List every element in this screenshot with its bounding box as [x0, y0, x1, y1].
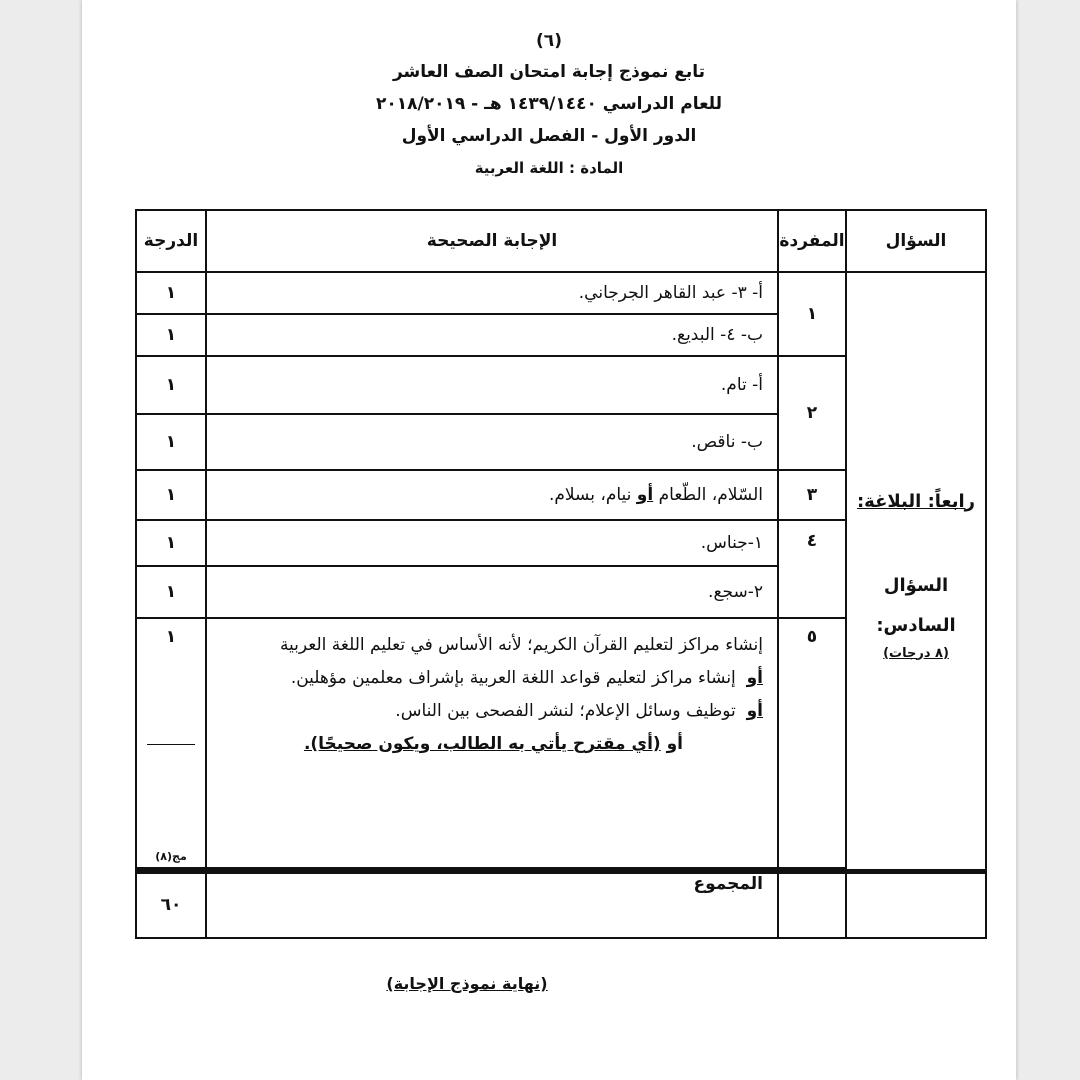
answer-text: أ- تام.: [206, 356, 778, 414]
table-row: [136, 272, 986, 314]
answer-text-long: [206, 618, 778, 868]
answer-degree: ١: [136, 566, 206, 618]
answer-degree: ١: [136, 356, 206, 414]
answer-text: أ- ٣- عبد القاهر الجرجاني.: [206, 272, 778, 314]
total-label: المجموع: [206, 872, 778, 938]
table-header-row: [136, 210, 986, 272]
exam-title: تابع نموذج إجابة امتحان الصف العاشر: [392, 62, 706, 82]
answer-table: [135, 209, 987, 939]
item-number: ٣: [778, 470, 846, 520]
item-number: ٤: [778, 520, 846, 618]
answer-degree: ١: [136, 520, 206, 566]
total-empty-cell: [846, 872, 986, 938]
question-cell: [846, 272, 986, 872]
question-number: السادس:: [876, 614, 956, 636]
exam-session: الدور الأول - الفصل الدراسي الأول: [401, 126, 697, 146]
answer-text: ١-جناس.: [206, 520, 778, 566]
answer-degree: ١: [136, 272, 206, 314]
answer-text: ٢-سجع.: [206, 566, 778, 618]
header-degree: الدرجة: [136, 210, 206, 272]
page-number: (٦): [536, 31, 562, 51]
item-number: ١: [778, 272, 846, 356]
end-of-answers: (نهاية نموذج الإجابة): [386, 974, 548, 993]
answer-line: أو توظيف وسائل الإعلام؛ لنشر الفصحى بين الناس.: [395, 701, 763, 721]
question-title: رابعاً: البلاغة:: [856, 490, 976, 512]
subject: المادة : اللغة العربية: [474, 159, 624, 177]
answer-degree: ١ مج(٨): [136, 618, 206, 868]
total-empty-cell: [778, 872, 846, 938]
answer-degree: ١: [136, 314, 206, 356]
answer-text: ب- ناقص.: [206, 414, 778, 470]
header-question: السؤال: [846, 210, 986, 272]
answer-line: أو إنشاء مراكز لتعليم قواعد اللغة العربية بإشراف معلمين مؤهلين.: [290, 668, 763, 688]
total-value: ٦٠: [136, 872, 206, 938]
answer-text: السّلام، الطّعام أو نيام، بسلام.: [206, 470, 778, 520]
viewer-background-right: [1016, 0, 1080, 1080]
degree-divider: [147, 744, 195, 745]
answer-line: أو (أي مقترح يأتي به الطالب، ويكون صحيحًا).: [303, 734, 683, 754]
item-number: ٥: [778, 618, 846, 868]
viewer-background-left: [0, 0, 82, 1080]
header-answer: الإجابة الصحيحة: [206, 210, 778, 272]
answer-line: إنشاء مراكز لتعليم القرآن الكريم؛ لأنه الأساس في تعليم اللغة العربية: [279, 635, 763, 655]
subtotal: مج(٨): [155, 850, 187, 863]
answer-degree: ١: [136, 414, 206, 470]
question-label: السؤال: [883, 574, 949, 596]
or-connector: أو: [636, 485, 654, 505]
question-marks: (٨ درجات): [883, 645, 949, 661]
item-number: ٢: [778, 356, 846, 470]
answer-text: ب- ٤- البديع.: [206, 314, 778, 356]
answer-degree: ١: [136, 470, 206, 520]
total-row: [136, 872, 986, 938]
academic-year: للعام الدراسي ١٤٣٩/١٤٤٠ هـ - ٢٠١٨/٢٠١٩: [375, 94, 723, 114]
header-item: المفردة: [778, 210, 846, 272]
